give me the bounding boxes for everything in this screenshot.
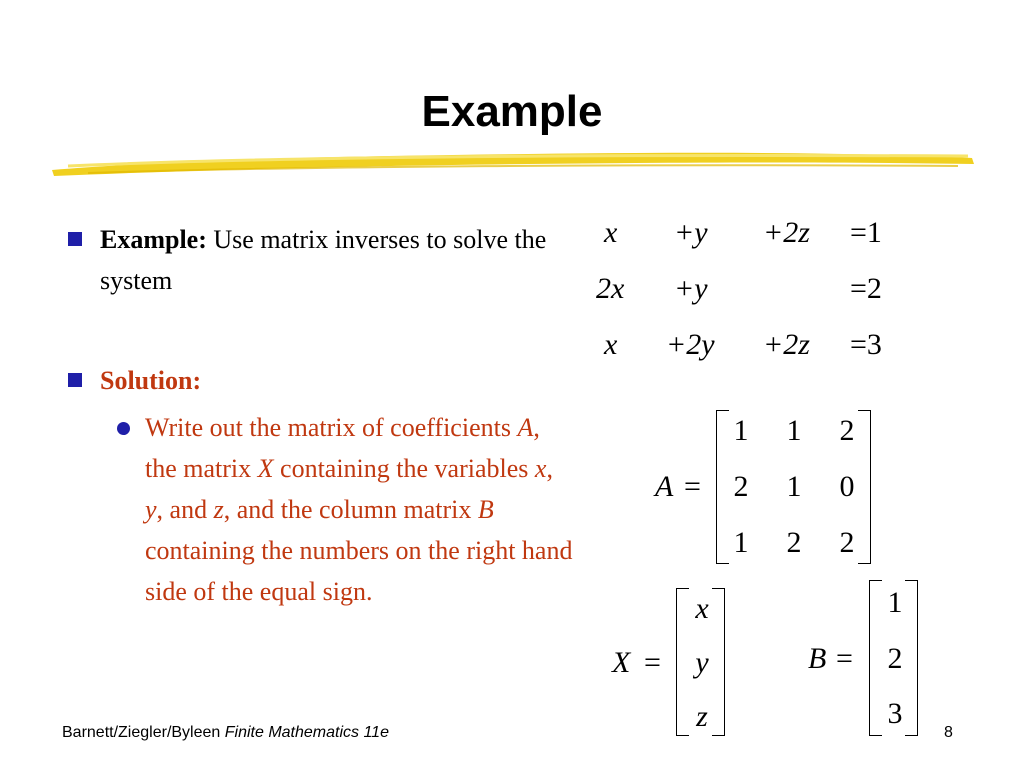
slide-title: Example — [421, 87, 603, 136]
slide-number: 8 — [944, 724, 953, 741]
bullet-square — [68, 232, 82, 246]
bullet-label-example: Example: — [100, 225, 207, 254]
bullet-text-example: Use matrix inverses to solve the system — [100, 225, 547, 295]
bullet-square — [68, 373, 82, 387]
footer-citation: Barnett/Ziegler/Byleen Finite Mathematics 11e — [62, 724, 389, 741]
highlighter-stroke — [48, 140, 978, 184]
bullet-dot — [117, 422, 130, 435]
matrix-x-name: X — [612, 646, 631, 679]
matrix-b-name: B — [808, 642, 827, 675]
solution-description: Write out the matrix of coefficients A, the matrix X containing the variables x, y, and z, and the column matrix B containing the numbers on the right hand side of the equal sign. — [145, 413, 573, 606]
bullet-solution: Solution: — [100, 366, 202, 395]
matrix-a-name: A — [655, 470, 674, 503]
bullet-example — [100, 219, 570, 301]
